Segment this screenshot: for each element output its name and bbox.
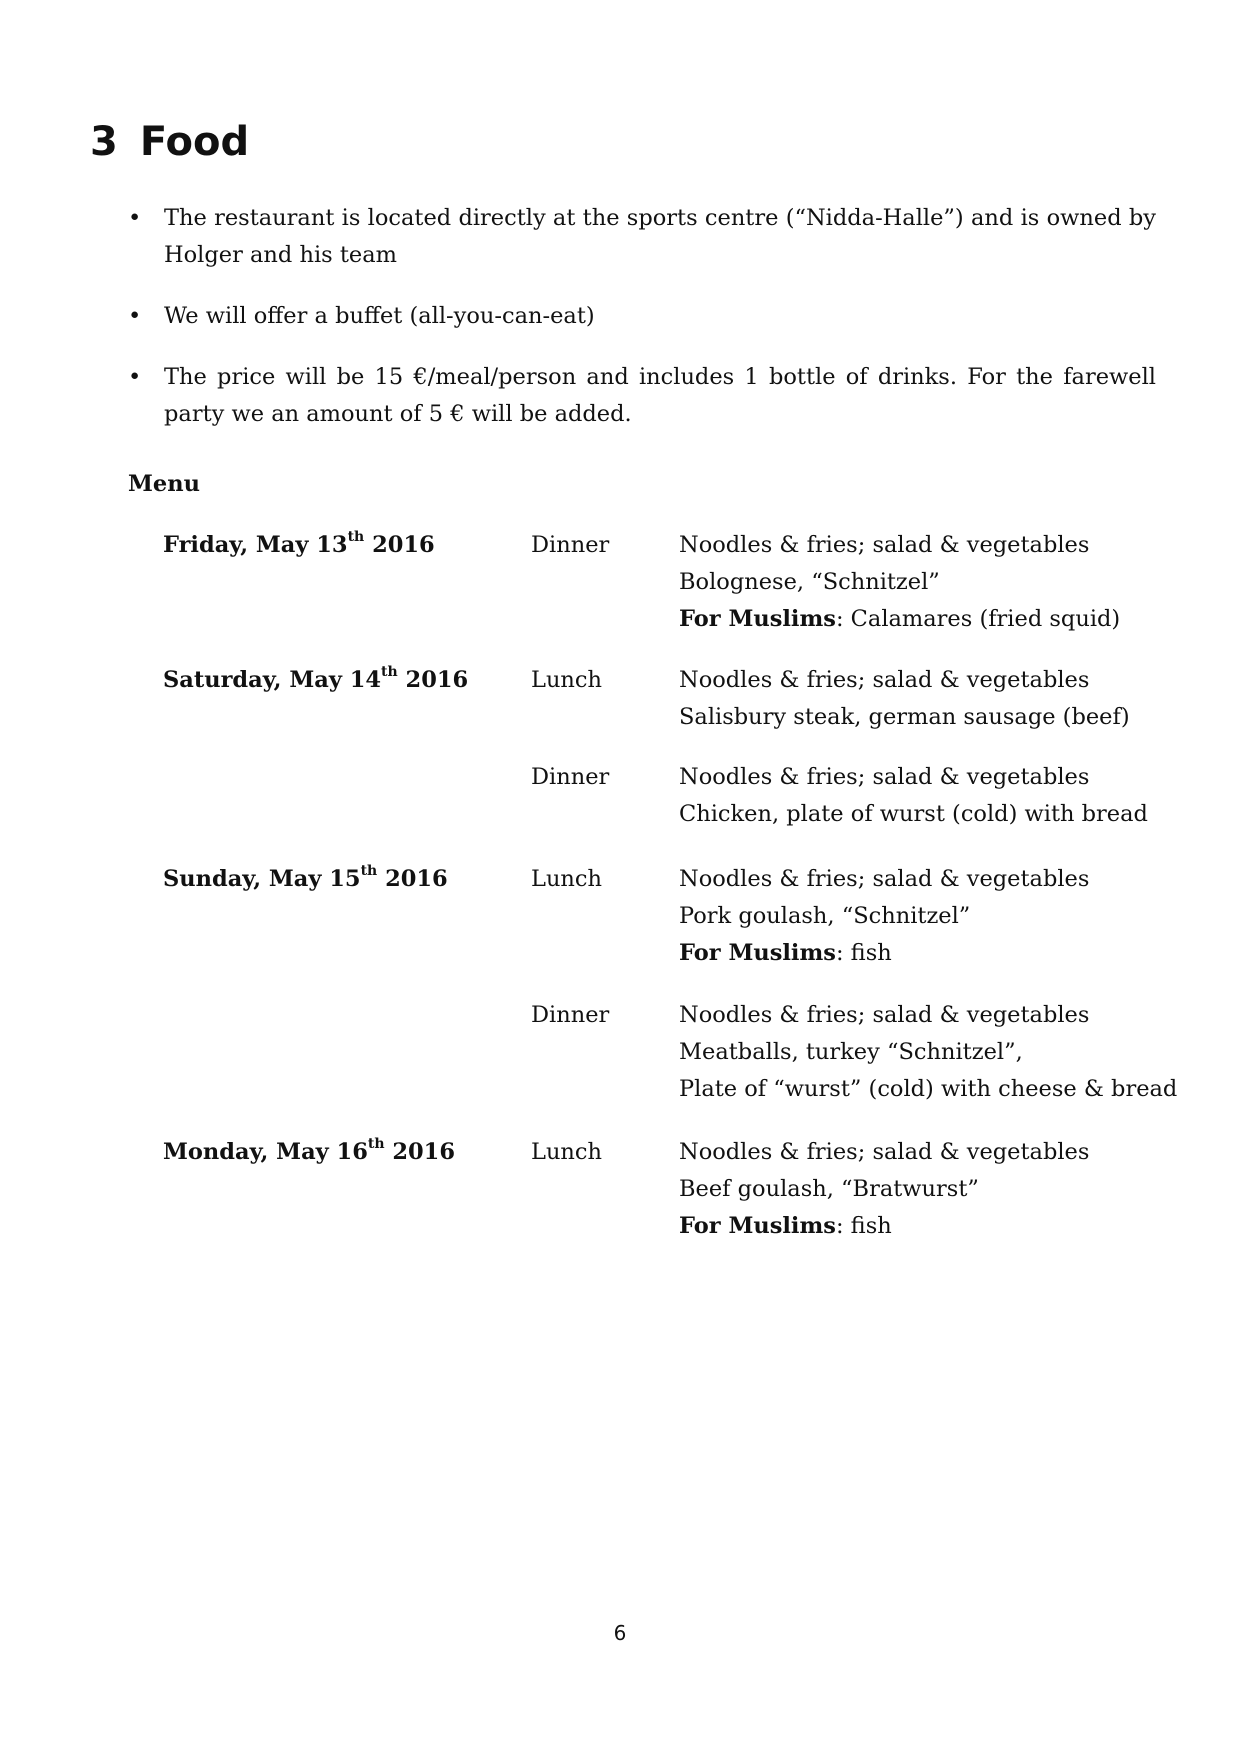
bullet-icon: • xyxy=(128,205,142,231)
menu-heading: Menu xyxy=(128,471,200,497)
bullet-text: The restaurant is located directly at the sports centre (“Nidda-Halle”) and is owned by Holger and his team xyxy=(164,205,1156,268)
page-number: 6 xyxy=(613,1621,627,1645)
section-number: 3 xyxy=(90,119,118,165)
menu-dishes xyxy=(679,662,1130,736)
menu-meal: Dinner xyxy=(531,1002,610,1028)
menu-day: Sunday, May 15th 2016 xyxy=(163,862,448,892)
dish-line: Noodles & fries; salad & vegetables xyxy=(679,764,1090,790)
muslim-option: For Muslims: Calamares (fried squid) xyxy=(679,606,1121,632)
bullet-text: The price will be 15 €/meal/person and includes 1 bottle of drinks. For the farewell party we an amount of 5 € will be added. xyxy=(164,364,1156,427)
bullet-icon: • xyxy=(128,303,142,329)
bullet-icon: • xyxy=(128,364,142,390)
dish-line: Plate of “wurst” (cold) with cheese & bread xyxy=(679,1076,1178,1102)
dish-line: Pork goulash, “Schnitzel” xyxy=(679,903,971,929)
dish-line: Bolognese, “Schnitzel” xyxy=(679,569,940,595)
muslim-option: For Muslims: fish xyxy=(679,1213,892,1239)
dish-line: Chicken, plate of wurst (cold) with bread xyxy=(679,801,1148,827)
bullet-item xyxy=(128,298,1156,335)
menu-day: Friday, May 13th 2016 xyxy=(163,528,435,558)
menu-day: Monday, May 16th 2016 xyxy=(163,1135,455,1165)
dish-line: Noodles & fries; salad & vegetables xyxy=(679,1002,1090,1028)
dish-line: Salisbury steak, german sausage (beef) xyxy=(679,704,1130,730)
menu-meal: Lunch xyxy=(531,667,603,693)
bullet-list xyxy=(128,200,1156,457)
section-title: Food xyxy=(139,119,250,165)
section-heading xyxy=(90,118,249,166)
dish-line: Noodles & fries; salad & vegetables xyxy=(679,866,1090,892)
dish-line: Noodles & fries; salad & vegetables xyxy=(679,667,1090,693)
menu-meal: Lunch xyxy=(531,866,603,892)
bullet-text: We will offer a buffet (all-you-can-eat) xyxy=(164,303,595,329)
muslim-option: For Muslims: fish xyxy=(679,940,892,966)
menu-dishes xyxy=(679,861,1089,972)
menu-meal: Dinner xyxy=(531,532,610,558)
menu-dishes xyxy=(679,759,1148,833)
menu-dishes xyxy=(679,997,1177,1108)
bullet-item xyxy=(128,359,1156,433)
dish-line: Beef goulash, “Bratwurst” xyxy=(679,1176,979,1202)
menu-dishes xyxy=(679,1134,1089,1245)
menu-day: Saturday, May 14th 2016 xyxy=(163,663,469,693)
menu-meal: Lunch xyxy=(531,1139,603,1165)
menu-dishes xyxy=(679,527,1120,638)
dish-line: Noodles & fries; salad & vegetables xyxy=(679,1139,1090,1165)
bullet-item xyxy=(128,200,1156,274)
menu-meal: Dinner xyxy=(531,764,610,790)
dish-line: Meatballs, turkey “Schnitzel”, xyxy=(679,1039,1023,1065)
dish-line: Noodles & fries; salad & vegetables xyxy=(679,532,1090,558)
